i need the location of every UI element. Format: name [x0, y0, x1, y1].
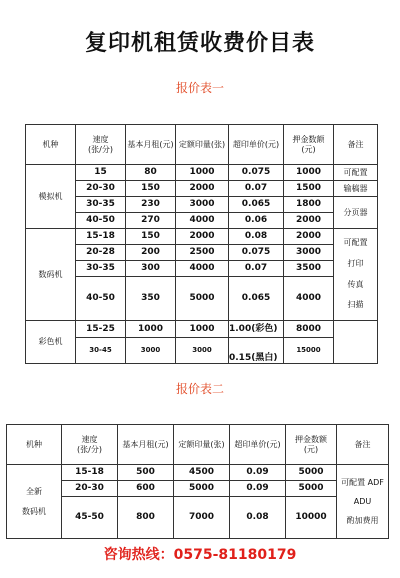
cell-fixed: 1000 — [176, 321, 229, 338]
table-row — [26, 277, 378, 321]
group-name: 彩色机 — [26, 321, 76, 364]
cell-fixed: 1000 — [176, 165, 229, 181]
cell-speed: 30-35 — [76, 261, 126, 277]
cell-speed: 30-35 — [76, 197, 126, 213]
cell-deposit: 1800 — [284, 197, 334, 213]
cell-over: 0.065 — [229, 197, 284, 213]
cell-deposit: 5000 — [286, 481, 337, 497]
table-row — [26, 165, 378, 181]
cell-speed: 40-50 — [76, 213, 126, 229]
table-row — [26, 338, 378, 364]
table-row — [26, 213, 378, 229]
cell-remark — [334, 321, 378, 364]
hotline-text: 咨询热线：0575-81180179 — [103, 547, 297, 563]
cell-over: 0.07 — [229, 181, 284, 197]
cell-over: 0.08 — [229, 229, 284, 245]
cell-speed: 45-50 — [62, 497, 118, 539]
cell-monthly: 800 — [118, 497, 174, 539]
cell-speed: 30-45 — [76, 338, 126, 364]
table-row — [26, 321, 378, 338]
header-deposit: 押金数额 (元) — [284, 125, 334, 165]
cell-deposit: 4000 — [284, 277, 334, 321]
table-row — [26, 261, 378, 277]
cell-speed: 15 — [76, 165, 126, 181]
cell-deposit: 5000 — [286, 465, 337, 481]
cell-monthly: 350 — [126, 277, 176, 321]
cell-speed: 40-50 — [76, 277, 126, 321]
cell-remark: 输稿器 — [334, 181, 378, 197]
table-row — [26, 229, 378, 245]
table2-subtitle: 报价表二 — [175, 382, 224, 396]
cell-speed: 20-30 — [76, 181, 126, 197]
cell-fixed: 3000 — [176, 338, 229, 364]
table-row — [7, 497, 389, 539]
price-table-1 — [25, 124, 378, 364]
header-speed: 速度 (张/分) — [62, 425, 118, 465]
header-monthly: 基本月租(元) — [118, 425, 174, 465]
cell-deposit: 1000 — [284, 165, 334, 181]
group-name: 模拟机 — [26, 165, 76, 229]
cell-over: 0.09 — [230, 481, 286, 497]
cell-fixed: 3000 — [176, 197, 229, 213]
table-header-row — [7, 425, 389, 465]
cell-over: 0.065 — [229, 277, 284, 321]
cell-speed: 20-30 — [62, 481, 118, 497]
cell-deposit: 3500 — [284, 261, 334, 277]
cell-monthly: 200 — [126, 245, 176, 261]
header-over: 超印单价(元) — [230, 425, 286, 465]
cell-deposit: 2000 — [284, 213, 334, 229]
cell-monthly: 500 — [118, 465, 174, 481]
cell-deposit: 2000 — [284, 229, 334, 245]
header-monthly: 基本月租(元) — [126, 125, 176, 165]
group-name: 数码机 — [26, 229, 76, 321]
table-row — [26, 245, 378, 261]
cell-fixed: 2000 — [176, 181, 229, 197]
table-row — [26, 181, 378, 197]
cell-deposit: 10000 — [286, 497, 337, 539]
table-row — [7, 465, 389, 481]
cell-remark: 可配置 打印 传真 扫描 — [334, 229, 378, 321]
table-row — [7, 481, 389, 497]
header-over: 超印单价(元) — [229, 125, 284, 165]
price-table-2 — [6, 424, 389, 539]
cell-deposit: 1500 — [284, 181, 334, 197]
table1-subtitle: 报价表一 — [175, 81, 224, 95]
header-remark: 备注 — [337, 425, 389, 465]
header-fixed: 定额印量(张) — [174, 425, 230, 465]
page-title: 复印机租赁收费价目表 — [84, 31, 315, 56]
header-deposit: 押金数额 (元) — [286, 425, 337, 465]
cell-remark: 分页器 — [334, 197, 378, 229]
cell-fixed: 5000 — [174, 481, 230, 497]
cell-monthly: 600 — [118, 481, 174, 497]
header-remark: 备注 — [334, 125, 378, 165]
cell-fixed: 2500 — [176, 245, 229, 261]
cell-over: 0.08 — [230, 497, 286, 539]
cell-deposit: 3000 — [284, 245, 334, 261]
cell-speed: 15-18 — [76, 229, 126, 245]
cell-over: 0.06 — [229, 213, 284, 229]
cell-monthly: 270 — [126, 213, 176, 229]
cell-over-bw: 0.15(黑白) — [229, 338, 284, 364]
cell-over: 0.09 — [230, 465, 286, 481]
cell-over: 0.075 — [229, 165, 284, 181]
cell-monthly: 300 — [126, 261, 176, 277]
cell-deposit: 8000 — [284, 321, 334, 338]
cell-monthly: 150 — [126, 229, 176, 245]
cell-over: 0.07 — [229, 261, 284, 277]
cell-speed: 20-28 — [76, 245, 126, 261]
header-speed: 速度 (张/分) — [76, 125, 126, 165]
cell-monthly: 230 — [126, 197, 176, 213]
cell-over: 0.075 — [229, 245, 284, 261]
cell-fixed: 4000 — [176, 213, 229, 229]
cell-remark: 可配置 ADF ADU 酌加费用 — [337, 465, 389, 539]
header-machine: 机种 — [26, 125, 76, 165]
cell-fixed: 5000 — [176, 277, 229, 321]
table-row — [26, 197, 378, 213]
group-name: 全新 数码机 — [7, 465, 62, 539]
cell-speed: 15-18 — [62, 465, 118, 481]
cell-over-color: 1.00(彩色) — [229, 321, 284, 338]
cell-monthly: 3000 — [126, 338, 176, 364]
table-header-row — [26, 125, 378, 165]
cell-deposit: 15000 — [284, 338, 334, 364]
cell-fixed: 7000 — [174, 497, 230, 539]
cell-fixed: 2000 — [176, 229, 229, 245]
cell-fixed: 4000 — [176, 261, 229, 277]
cell-speed: 15-25 — [76, 321, 126, 338]
cell-fixed: 4500 — [174, 465, 230, 481]
cell-monthly: 1000 — [126, 321, 176, 338]
cell-monthly: 150 — [126, 181, 176, 197]
header-fixed: 定额印量(张) — [176, 125, 229, 165]
cell-remark: 可配置 — [334, 165, 378, 181]
header-machine: 机种 — [7, 425, 62, 465]
cell-monthly: 80 — [126, 165, 176, 181]
